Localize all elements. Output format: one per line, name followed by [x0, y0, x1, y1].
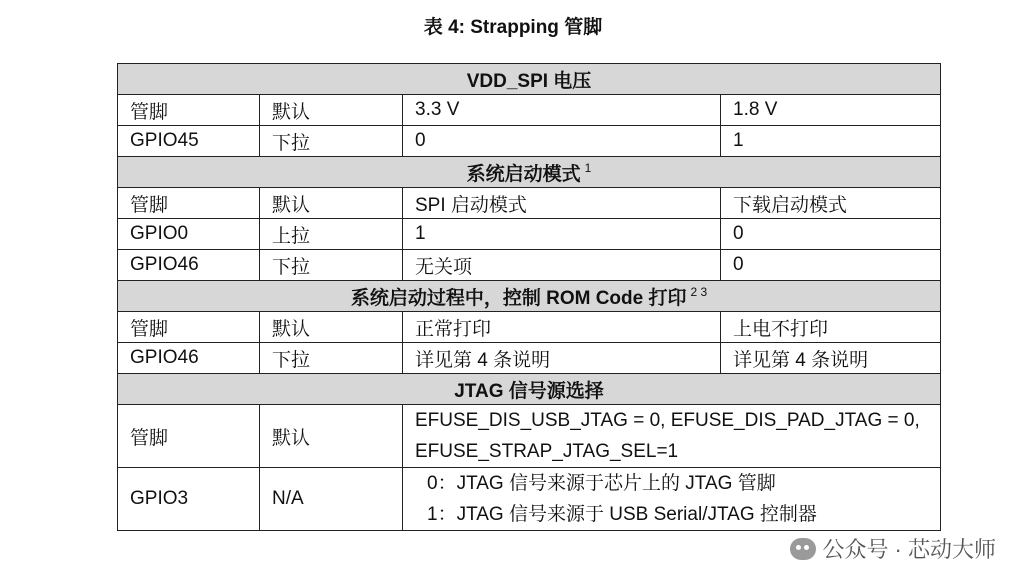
table-cell: GPIO46 — [118, 343, 260, 374]
section-title-vdd-spi: VDD_SPI 电压 — [118, 64, 941, 95]
jtag-option-line: 1：JTAG 信号来源于 USB Serial/JTAG 控制器 — [427, 504, 817, 525]
footnote-ref: 1 — [584, 161, 592, 176]
watermark-text: 公众号 · 芯动大师 — [822, 537, 996, 562]
table-cell: 0 — [403, 126, 721, 157]
efuse-line: EFUSE_STRAP_JTAG_SEL=1 — [415, 441, 679, 462]
footnote-ref: 2 3 — [690, 285, 708, 300]
section-title-row — [118, 281, 941, 312]
table-cell: 0 — [721, 250, 941, 281]
table-row — [118, 468, 941, 531]
efuse-line: EFUSE_DIS_USB_JTAG = 0, EFUSE_DIS_PAD_JTAG = 0, — [415, 410, 920, 431]
header-cell-efuse — [403, 405, 941, 468]
header-row — [118, 312, 941, 343]
table-row — [118, 343, 941, 374]
header-cell: 管脚 — [118, 405, 260, 468]
table-cell: 0 — [721, 219, 941, 250]
table-cell: GPIO46 — [118, 250, 260, 281]
header-cell: SPI 启动模式 — [403, 188, 721, 219]
header-cell: 管脚 — [118, 188, 260, 219]
table-cell: N/A — [260, 468, 403, 531]
table-cell: 1 — [403, 219, 721, 250]
table-cell: 1 — [721, 126, 941, 157]
table-cell-jtag-source — [403, 468, 941, 531]
section-title-boot-mode: 系统启动模式 $^1$ — [118, 157, 941, 188]
header-cell: 管脚 — [118, 312, 260, 343]
table-cell: GPIO0 — [118, 219, 260, 250]
table-cell: GPIO45 — [118, 126, 260, 157]
table-row — [118, 250, 941, 281]
header-cell: 默认 — [260, 95, 403, 126]
section-title-row — [118, 157, 941, 188]
section-title-row — [118, 64, 941, 95]
header-row — [118, 188, 941, 219]
table-row — [118, 126, 941, 157]
header-row — [118, 95, 941, 126]
header-cell: 默认 — [260, 188, 403, 219]
table-row — [118, 219, 941, 250]
header-cell: 默认 — [260, 405, 403, 468]
header-cell: 1.8 V — [721, 95, 941, 126]
wechat-icon — [790, 538, 816, 560]
table-cell: 下拉 — [260, 343, 403, 374]
header-cell: 上电不打印 — [721, 312, 941, 343]
table-cell: 上拉 — [260, 219, 403, 250]
watermark — [790, 533, 996, 564]
section-title-rom-print: 系统启动过程中，控制 ROM Code 打印 $^{2 3}$ — [118, 281, 941, 312]
section-title-jtag: JTAG 信号源选择 — [118, 374, 941, 405]
section-title-row — [118, 374, 941, 405]
jtag-option-line: 0：JTAG 信号来源于芯片上的 JTAG 管脚 — [427, 473, 776, 494]
table-cell: 详见第 4 条说明 — [721, 343, 941, 374]
table-cell: 下拉 — [260, 126, 403, 157]
table-caption: 表 4: Strapping 管脚 — [423, 17, 603, 38]
header-cell: 管脚 — [118, 95, 260, 126]
header-row — [118, 405, 941, 468]
header-cell: 3.3 V — [403, 95, 721, 126]
header-cell: 下载启动模式 — [721, 188, 941, 219]
header-cell: 默认 — [260, 312, 403, 343]
table-cell: 下拉 — [260, 250, 403, 281]
table-cell: 无关项 — [403, 250, 721, 281]
strapping-table — [117, 63, 941, 531]
header-cell: 正常打印 — [403, 312, 721, 343]
table-cell: GPIO3 — [118, 468, 260, 531]
table-cell: 详见第 4 条说明 — [403, 343, 721, 374]
